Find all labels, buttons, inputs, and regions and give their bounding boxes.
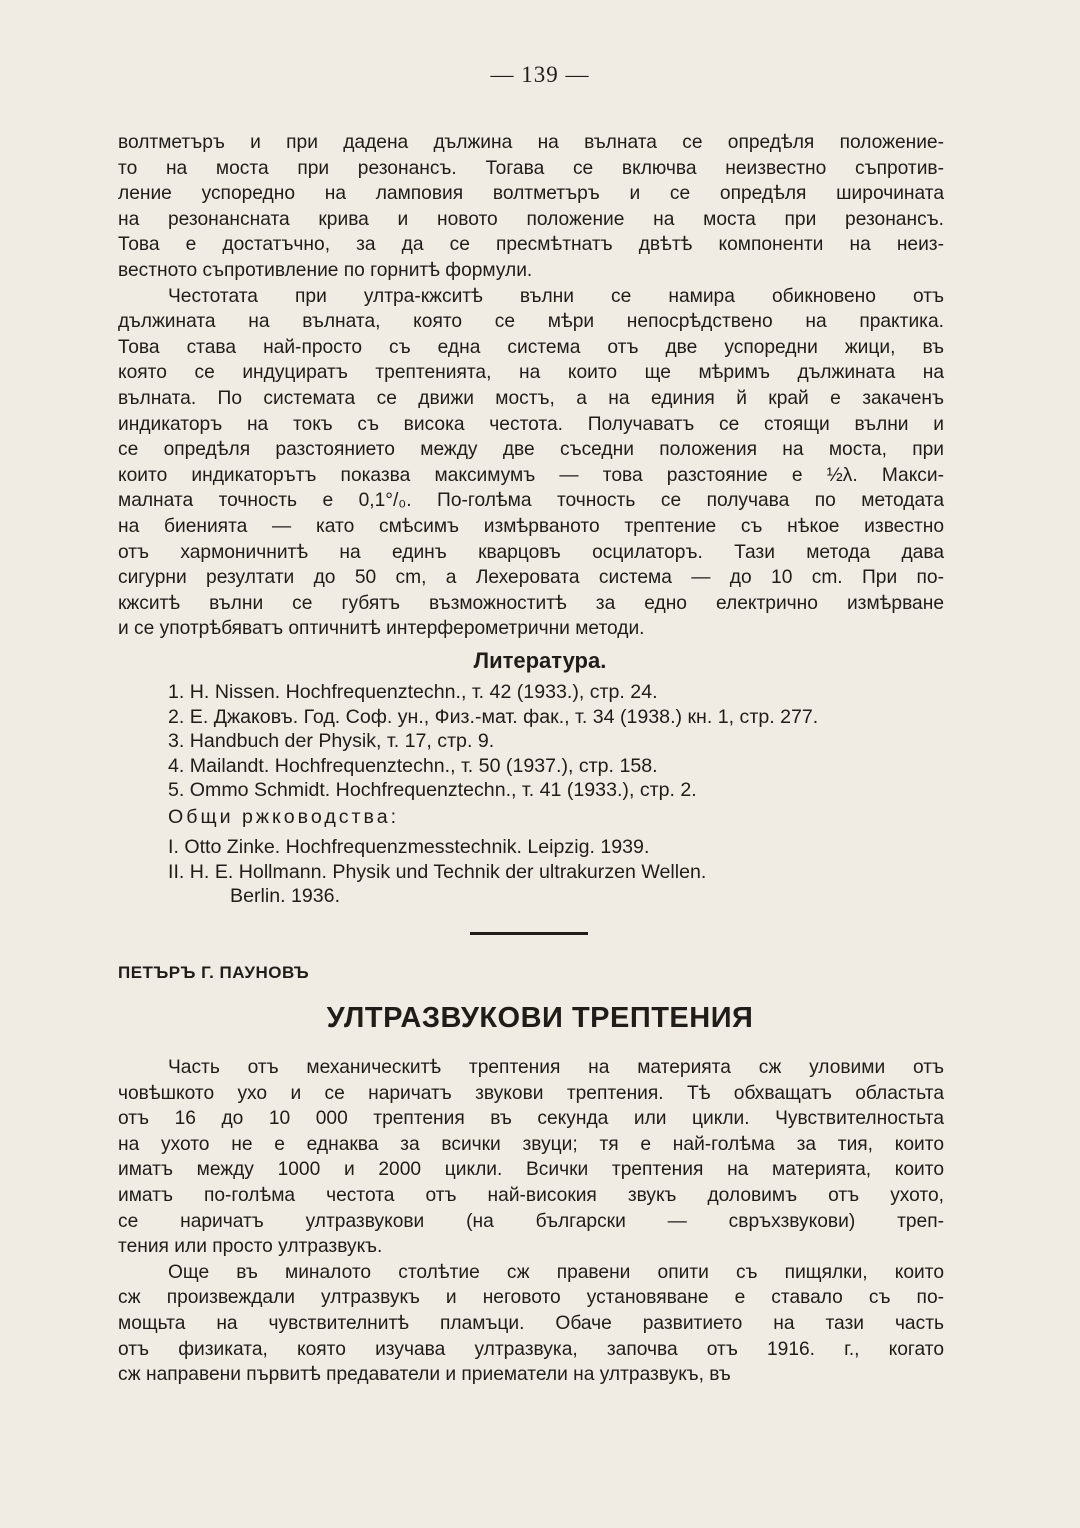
text-line: на ухото не е еднаква за всички звуци; тя е най-голѣма за тия, които	[118, 1133, 944, 1155]
general-guide-item-continued: Berlin. 1936.	[230, 885, 341, 907]
text-line: които индикаторътъ показва максимумъ — това разстояние е ½λ. Макси-	[118, 464, 944, 486]
section1-paragraph	[118, 130, 944, 642]
text-line: която се индуциратъ трептенията, на които ще мѣримъ дължината на	[118, 362, 944, 384]
text-line: отъ 16 до 10 000 трептения въ секунда или цикли. Чувствителностьта	[118, 1108, 944, 1130]
text-line: сигурни резултати до 50 cm, а Лехеровата система — до 10 cm. При по-	[118, 567, 944, 589]
general-guide-item: II. H. E. Hollmann. Physik und Technik der ultrakurzen Wellen.	[168, 860, 707, 883]
text-line: Честотата при ултра-кжситѣ вълни се намира обикновено отъ	[168, 285, 944, 307]
page-number: — 139 —	[490, 62, 590, 87]
text-line: отъ хармоничнитѣ на единъ кварцовъ осцилаторъ. Тази метода дава	[118, 541, 944, 563]
text-line: сж произвеждали ултразвукъ и неговото установяване е ставало съ по-	[118, 1287, 944, 1309]
section1-text	[118, 130, 944, 642]
literature-heading: Литература.	[473, 648, 607, 673]
text-line: ление успоредно на ламповия волтметъръ и се опредѣля широчината	[118, 183, 944, 205]
text-line: вълната. По системата се движи мостъ, а на единия й край е закаченъ	[118, 387, 944, 409]
text-line: то на моста при резонансъ. Тогава се включва неизвестно съпротив-	[118, 157, 944, 179]
reference-item: 2. Е. Джаковъ. Год. Соф. ун., Физ.-мат. фак., т. 34 (1938.) кн. 1, стр. 277.	[168, 705, 819, 728]
text-line: сж направени първитѣ предаватели и приематели на ултразвукъ, въ	[118, 1364, 731, 1386]
article-author: ПЕТЪРЪ Г. ПАУНОВЪ	[118, 963, 310, 982]
reference-item: 3. Handbuch der Physik, т. 17, стр. 9.	[168, 730, 495, 752]
text-line: тения или просто ултразвукъ.	[118, 1236, 383, 1258]
text-line: човѣшкото ухо и се наричатъ звукови трептения. Тѣ обхващатъ областьта	[118, 1082, 944, 1104]
text-line: отъ физиката, която изучава ултразвука, започва отъ 1916. г., когато	[118, 1338, 944, 1360]
text-line: Това е достатъчно, за да се пресмѣтнатъ двѣтѣ компоненти на неиз-	[118, 234, 944, 256]
reference-item: 5. Ommo Schmidt. Hochfrequenztechn., т. 41 (1933.), стр. 2.	[168, 779, 697, 801]
reference-item: 4. Mailandt. Hochfrequenztechn., т. 50 (1937.), стр. 158.	[168, 754, 658, 777]
general-guide-item: I. Otto Zinke. Hochfrequenzmesstechnik. Leipzig. 1939.	[168, 836, 650, 858]
text-line: малната точность е 0,1°/₀. По-голѣма точность се получава по методата	[118, 490, 944, 512]
text-line: иматъ между 1000 и 2000 цикли. Всички трептения на материята, които	[118, 1159, 944, 1181]
text-line: волтметъръ и при дадена дължина на вълната се опредѣля положение-	[118, 132, 944, 153]
text-line: иматъ по-голѣма честота отъ най-високия звукъ доловимъ отъ ухото,	[118, 1184, 944, 1206]
section-divider	[470, 932, 588, 935]
general-guides-heading: Общи ржководства:	[168, 805, 400, 828]
text-line: и се употрѣбяватъ оптичнитѣ интерферометрични методи.	[118, 618, 645, 640]
article-title: УЛТРАЗВУКОВИ ТРЕПТЕНИЯ	[326, 1002, 754, 1034]
reference-item: 1. H. Nissen. Hochfrequenztechn., т. 42 (1933.), стр. 24.	[168, 681, 658, 703]
text-line: мощьта на чувствителнитѣ пламъци. Обаче развитието на тази часть	[118, 1312, 944, 1334]
text-line: Часть отъ механическитѣ трептения на материята сж уловими отъ	[168, 1057, 944, 1078]
article-text	[118, 1055, 944, 1388]
text-line: кжситѣ вълни се губятъ възможноститѣ за едно електрично измѣрване	[118, 592, 944, 614]
text-line: Това става най-просто съ една система отъ две успоредни жици, въ	[118, 336, 944, 358]
text-line: на биенията — като смѣсимъ измѣрваното трептение съ нѣкое известно	[118, 515, 944, 537]
article-paragraph	[118, 1055, 944, 1388]
literature-list	[168, 680, 948, 909]
text-line: вестното съпротивление по горнитѣ формули.	[118, 259, 533, 281]
text-line: се наричатъ ултразвукови (на български — свръхзвукови) треп-	[118, 1210, 944, 1232]
text-line: се опредѣля разстоянието между две съседни положения на моста, при	[118, 439, 944, 461]
text-line: индикаторъ на токъ съ висока честота. Получаватъ се стоящи вълни и	[118, 413, 944, 435]
text-line: дължината на вълната, която се мѣри непосрѣдствено на практика.	[118, 311, 944, 333]
text-line: на резонансната крива и новото положение на моста при резонансъ.	[118, 208, 944, 230]
text-line: Още въ миналото столѣтие сж правени опити съ пищялки, които	[168, 1261, 944, 1283]
